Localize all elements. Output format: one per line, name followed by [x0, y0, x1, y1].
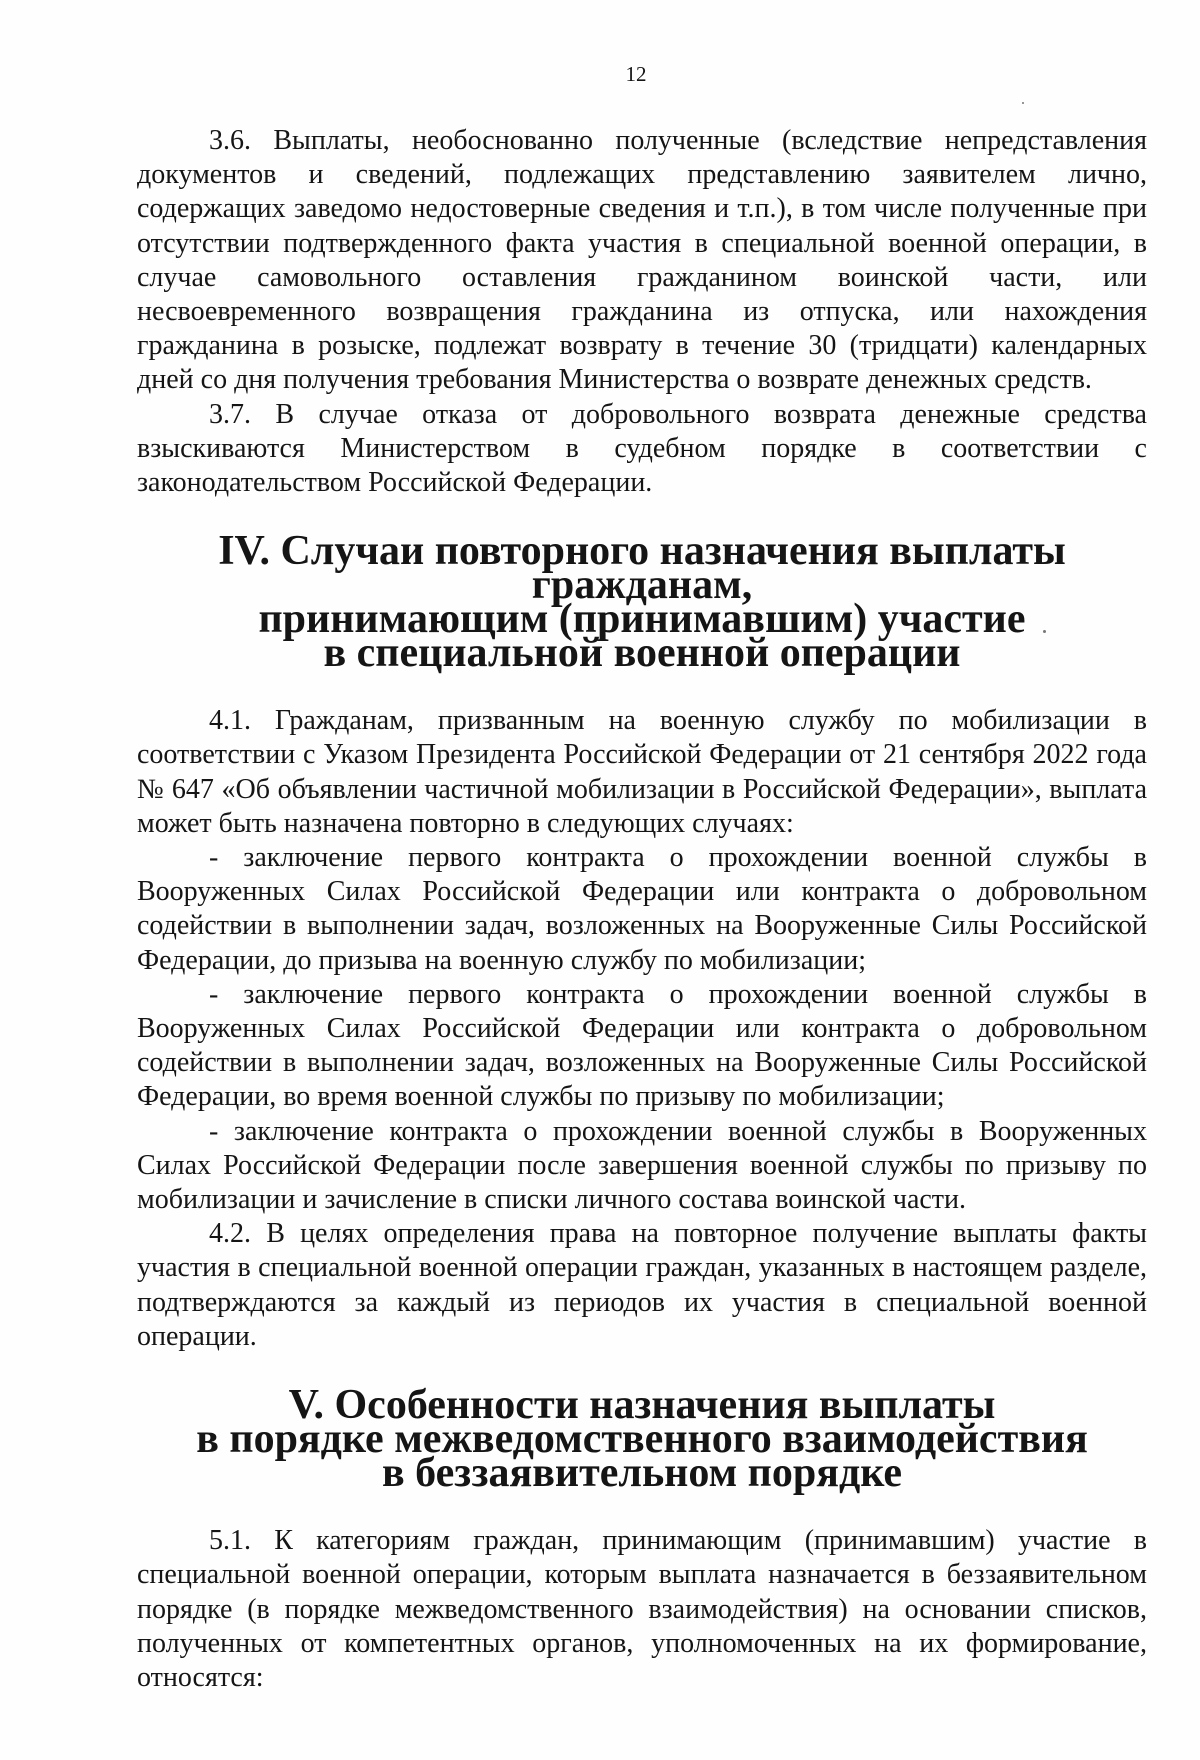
paragraph-4-1: 4.1. Гражданам, призванным на военную службу по мобилизации в соответствии с Указом Президента Российской Федерации от 21 сентября 2022 года № 647 «Об объявлении частичной мобилизации в Российской Федерации», выплата может быть назначена повторно в следующих случаях: — [137, 705, 1147, 839]
paragraph-4-2: 4.2. В целях определения права на повторное получение выплаты факты участия в специальной военной операции граждан, указанных в настоящем разделе, подтверждаются за каждый из периодов их участия в специальной военной операции. — [137, 1218, 1147, 1352]
paragraph-5-1: 5.1. К категориям граждан, принимающим (принимавшим) участие в специальной военной операции, которым выплата назначается в беззаявительном порядке (в порядке межведомственного взаимодействия) на основании списков, полученных от компетентных органов, уполномоченных на их формирование, относятся: — [137, 1525, 1147, 1693]
paragraph-3-7: 3.7. В случае отказа от добровольного возврата денежные средства взыскиваются Министерством в судебном порядке в соответствии с законодательством Российской Федерации. — [137, 398, 1147, 499]
section-4-heading-line: в специальной военной операции — [323, 630, 961, 677]
scan-speck — [1022, 102, 1024, 104]
section-5-heading — [137, 1382, 1147, 1497]
list-item-first-contract-before: - заключение первого контракта о прохождении военной службы в Вооруженных Силах Российской Федерации или контракта о добровольном содействии в выполнении задач, возложенных на Вооруженные Силы Российской Федерации, до призыва на военную службу по мобилизации; — [137, 842, 1147, 976]
section-4-heading — [137, 528, 1147, 677]
paragraph-3-6: 3.6. Выплаты, необоснованно полученные (вследствие непредставления документов и сведений, подлежащих представлению заявителем лично, содержащих заведомо недостоверные сведения и т.п.), в том числе полученные при отсутствии подтвержденного факта участия в специальной военной операции, в случае самовольного оставления гражданином воинской части, или несвоевременного возвращения гражданина из отпуска, или нахождения гражданина в розыске, подлежат возврату в течение 30 (тридцати) календарных дней со дня получения требования Министерства о возврате денежных средств. — [137, 125, 1147, 396]
document-body — [137, 124, 1147, 1695]
list-item-contract-after: - заключение контракта о прохождении военной службы в Вооруженных Силах Российской Федерации после завершения военной службы по призыву по мобилизации и зачисление в списки личного состава воинской части. — [137, 1115, 1147, 1216]
section-5-heading-line: в порядке межведомственного взаимодействия — [196, 1416, 1088, 1463]
scan-speck — [1043, 630, 1046, 633]
page-number: 12 — [625, 62, 647, 86]
section-5-heading-line: V. Особенности назначения выплаты — [288, 1382, 996, 1429]
section-4-heading-line: IV. Случаи повторного назначения выплаты гражданам, — [218, 528, 1066, 609]
section-5-heading-line: в беззаявительном порядке — [381, 1450, 903, 1497]
list-item-first-contract-during: - заключение первого контракта о прохождении военной службы в Вооруженных Силах Российской Федерации или контракта о добровольном содействии в выполнении задач, возложенных на Вооруженные Силы Российской Федерации, во время военной службы по призыву по мобилизации; — [137, 978, 1147, 1113]
section-4-heading-line: принимающим (принимавшим) участие — [258, 596, 1026, 643]
